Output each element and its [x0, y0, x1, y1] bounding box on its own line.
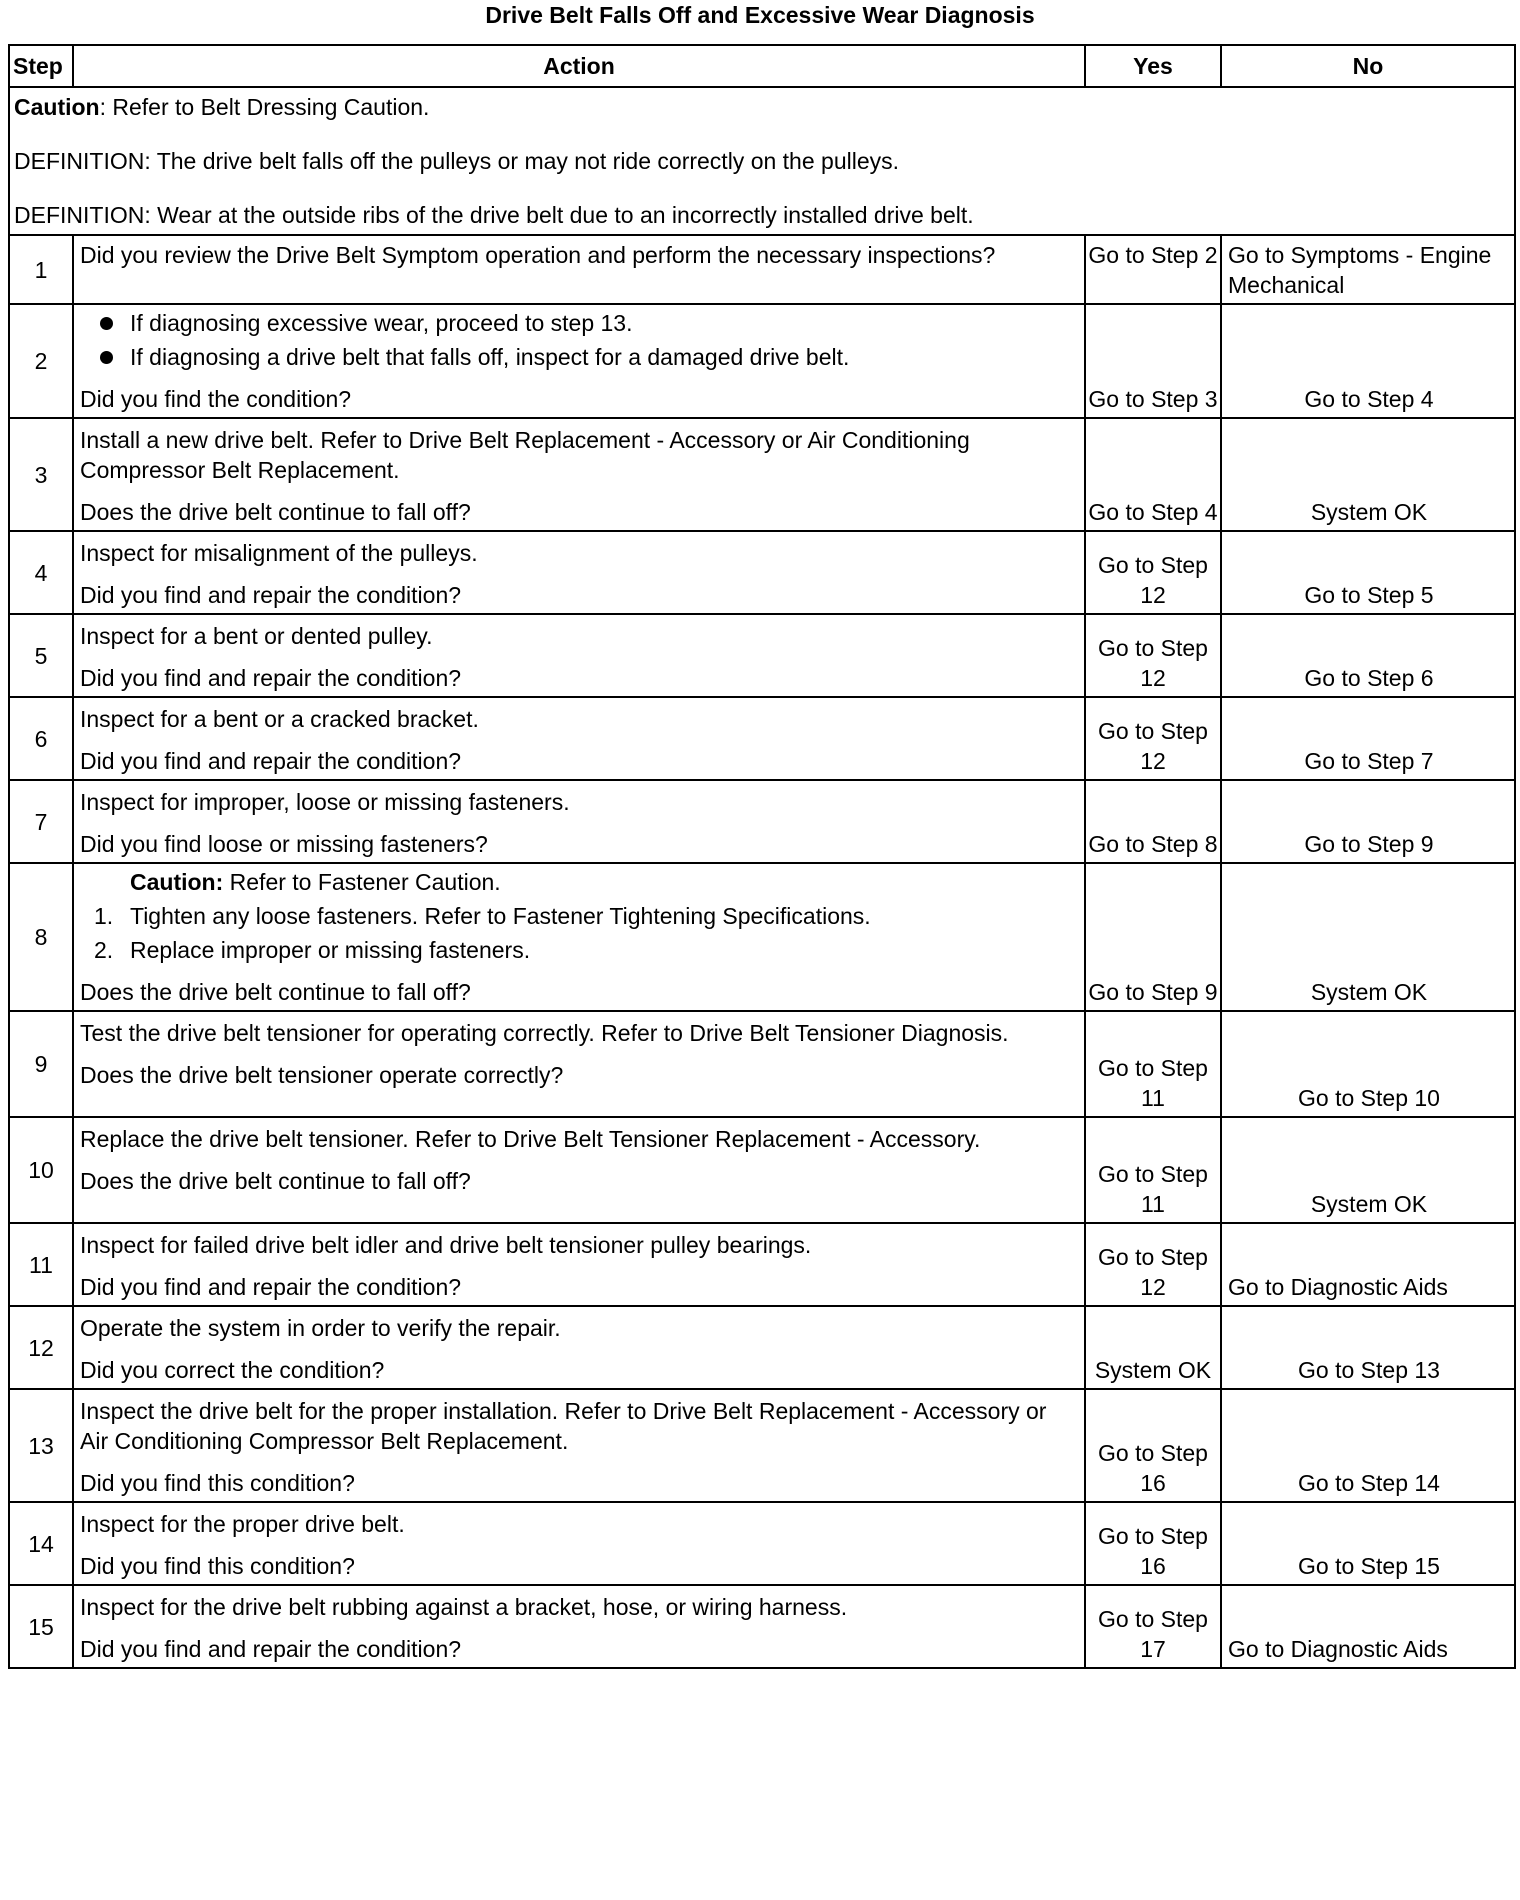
yes-result: Go to Step 2 — [1085, 235, 1221, 304]
question-text: Did you find and repair the condition? — [80, 665, 462, 691]
action-text: Inspect the drive belt for the proper installation. Refer to Drive Belt Replacement - Accessory or Air Conditioning Compressor Belt Replacement. — [80, 1398, 1047, 1454]
list-item-text: If diagnosing a drive belt that falls off, inspect for a damaged drive belt. — [130, 344, 850, 370]
action-text: Install a new drive belt. Refer to Drive Belt Replacement - Accessory or Air Conditioning Compressor Belt Replacement. — [80, 427, 970, 483]
yes-result: Go to Step 12 — [1085, 531, 1221, 614]
question-text: Did you find this condition? — [80, 1470, 355, 1496]
table-row — [9, 1585, 1515, 1668]
header-row — [9, 45, 1515, 87]
question-text: Did you find the condition? — [80, 386, 352, 412]
action-text: Test the drive belt tensioner for operating correctly. Refer to Drive Belt Tensioner Diagnosis. — [80, 1020, 1009, 1046]
table-row — [9, 235, 1515, 304]
yes-result: Go to Step 16 — [1085, 1502, 1221, 1585]
step-number: 4 — [9, 531, 73, 614]
notes-cell — [9, 87, 1515, 235]
step-number: 12 — [9, 1306, 73, 1389]
caution-text: Refer to Fastener Caution. — [223, 869, 501, 895]
question-text: Did you find and repair the condition? — [80, 1274, 462, 1300]
no-result: Go to Symptoms - Engine Mechanical — [1221, 235, 1515, 304]
action-cell — [73, 697, 1085, 780]
table-row — [9, 1117, 1515, 1223]
no-result: Go to Diagnostic Aids — [1221, 1223, 1515, 1306]
no-result: Go to Step 6 — [1221, 614, 1515, 697]
list-item — [80, 899, 1078, 933]
step-number: 13 — [9, 1389, 73, 1502]
action-cell — [73, 1389, 1085, 1502]
question-text: Did you find loose or missing fasteners? — [80, 831, 488, 857]
list-item — [80, 933, 1078, 967]
question-text: Did you find and repair the condition? — [80, 582, 462, 608]
step-number: 2 — [9, 304, 73, 418]
yes-result: Go to Step 12 — [1085, 1223, 1221, 1306]
list-item-text: If diagnosing excessive wear, proceed to step 13. — [130, 310, 633, 336]
no-result: Go to Step 9 — [1221, 780, 1515, 863]
step-number: 10 — [9, 1117, 73, 1223]
action-cell — [73, 1502, 1085, 1585]
yes-result: Go to Step 17 — [1085, 1585, 1221, 1668]
action-text: Inspect for a bent or a cracked bracket. — [80, 706, 479, 732]
yes-result: Go to Step 11 — [1085, 1011, 1221, 1117]
caution-label: Caution — [14, 94, 100, 120]
step-number: 9 — [9, 1011, 73, 1117]
caution-text: : Refer to Belt Dressing Caution. — [99, 94, 430, 120]
table-row — [9, 1389, 1515, 1502]
question-text: Did you find and repair the condition? — [80, 1636, 462, 1662]
no-result: Go to Step 5 — [1221, 531, 1515, 614]
question-text: Did you correct the condition? — [80, 1357, 385, 1383]
header-no: No — [1221, 45, 1515, 87]
page-title: Drive Belt Falls Off and Excessive Wear Diagnosis — [485, 2, 1035, 28]
table-row — [9, 418, 1515, 531]
definition-1: DEFINITION: The drive belt falls off the pulleys or may not ride correctly on the pulleys. — [14, 148, 900, 174]
no-result: Go to Diagnostic Aids — [1221, 1585, 1515, 1668]
action-text: Inspect for improper, loose or missing fasteners. — [80, 789, 570, 815]
yes-result: Go to Step 8 — [1085, 780, 1221, 863]
header-action: Action — [73, 45, 1085, 87]
numbered-list — [80, 899, 1078, 967]
yes-result: Go to Step 4 — [1085, 418, 1221, 531]
bullet-icon — [100, 317, 113, 330]
table-row — [9, 780, 1515, 863]
action-cell — [73, 1011, 1085, 1117]
no-result: Go to Step 4 — [1221, 304, 1515, 418]
yes-result: Go to Step 16 — [1085, 1389, 1221, 1502]
action-text: Replace the drive belt tensioner. Refer to Drive Belt Tensioner Replacement - Accessory. — [80, 1126, 981, 1152]
action-cell — [73, 1306, 1085, 1389]
table-row — [9, 1306, 1515, 1389]
table-row — [9, 1011, 1515, 1117]
action-text: Did you review the Drive Belt Symptom operation and perform the necessary inspections? — [73, 235, 1085, 304]
action-text: Inspect for the proper drive belt. — [80, 1511, 405, 1537]
list-item-text: Tighten any loose fasteners. Refer to Fastener Tightening Specifications. — [130, 903, 871, 929]
yes-result: System OK — [1085, 1306, 1221, 1389]
header-step: Step — [9, 45, 73, 87]
step-number: 14 — [9, 1502, 73, 1585]
action-cell — [73, 1223, 1085, 1306]
action-text: Inspect for a bent or dented pulley. — [80, 623, 433, 649]
action-text: Inspect for the drive belt rubbing against a bracket, hose, or wiring harness. — [80, 1594, 848, 1620]
no-result: Go to Step 13 — [1221, 1306, 1515, 1389]
no-result: Go to Step 15 — [1221, 1502, 1515, 1585]
action-text: Operate the system in order to verify the repair. — [80, 1315, 561, 1341]
fastener-caution — [80, 865, 1078, 899]
list-item — [80, 340, 1078, 374]
list-item-text: Replace improper or missing fasteners. — [130, 937, 531, 963]
bullet-icon — [100, 351, 113, 364]
table-row — [9, 863, 1515, 1011]
question-text: Did you find and repair the condition? — [80, 748, 462, 774]
question-text: Does the drive belt continue to fall off? — [80, 499, 471, 525]
step-number: 1 — [9, 235, 73, 304]
action-cell — [73, 780, 1085, 863]
bullet-list — [80, 306, 1078, 374]
action-cell — [73, 863, 1085, 1011]
action-cell — [73, 614, 1085, 697]
yes-result: Go to Step 12 — [1085, 697, 1221, 780]
action-cell — [73, 1117, 1085, 1223]
diagnosis-table — [8, 44, 1516, 1669]
step-number: 3 — [9, 418, 73, 531]
question-text: Does the drive belt continue to fall off? — [80, 979, 471, 1005]
step-number: 7 — [9, 780, 73, 863]
yes-result: Go to Step 11 — [1085, 1117, 1221, 1223]
caution-label: Caution: — [130, 869, 224, 895]
question-text: Does the drive belt continue to fall off? — [80, 1168, 471, 1194]
step-number: 8 — [9, 863, 73, 1011]
table-row — [9, 697, 1515, 780]
action-text: Inspect for misalignment of the pulleys. — [80, 540, 478, 566]
no-result: Go to Step 10 — [1221, 1011, 1515, 1117]
header-yes: Yes — [1085, 45, 1221, 87]
list-number: 1. — [94, 903, 114, 929]
table-row — [9, 1502, 1515, 1585]
no-result: System OK — [1221, 1117, 1515, 1223]
step-number: 15 — [9, 1585, 73, 1668]
table-row — [9, 614, 1515, 697]
action-text: Inspect for failed drive belt idler and drive belt tensioner pulley bearings. — [80, 1232, 812, 1258]
action-cell — [73, 531, 1085, 614]
no-result: System OK — [1221, 418, 1515, 531]
table-row — [9, 304, 1515, 418]
action-cell — [73, 1585, 1085, 1668]
notes-row — [9, 87, 1515, 235]
caution-note — [14, 92, 1510, 122]
definition-2: DEFINITION: Wear at the outside ribs of the drive belt due to an incorrectly installed drive belt. — [14, 202, 974, 228]
no-result: Go to Step 14 — [1221, 1389, 1515, 1502]
step-number: 5 — [9, 614, 73, 697]
question-text: Does the drive belt tensioner operate correctly? — [80, 1062, 564, 1088]
table-row — [9, 531, 1515, 614]
list-number: 2. — [94, 937, 114, 963]
yes-result: Go to Step 12 — [1085, 614, 1221, 697]
yes-result: Go to Step 9 — [1085, 863, 1221, 1011]
yes-result: Go to Step 3 — [1085, 304, 1221, 418]
table-row — [9, 1223, 1515, 1306]
no-result: System OK — [1221, 863, 1515, 1011]
question-text: Did you find this condition? — [80, 1553, 355, 1579]
action-cell — [73, 418, 1085, 531]
step-number: 6 — [9, 697, 73, 780]
list-item — [80, 306, 1078, 340]
step-number: 11 — [9, 1223, 73, 1306]
action-cell — [73, 304, 1085, 418]
no-result: Go to Step 7 — [1221, 697, 1515, 780]
